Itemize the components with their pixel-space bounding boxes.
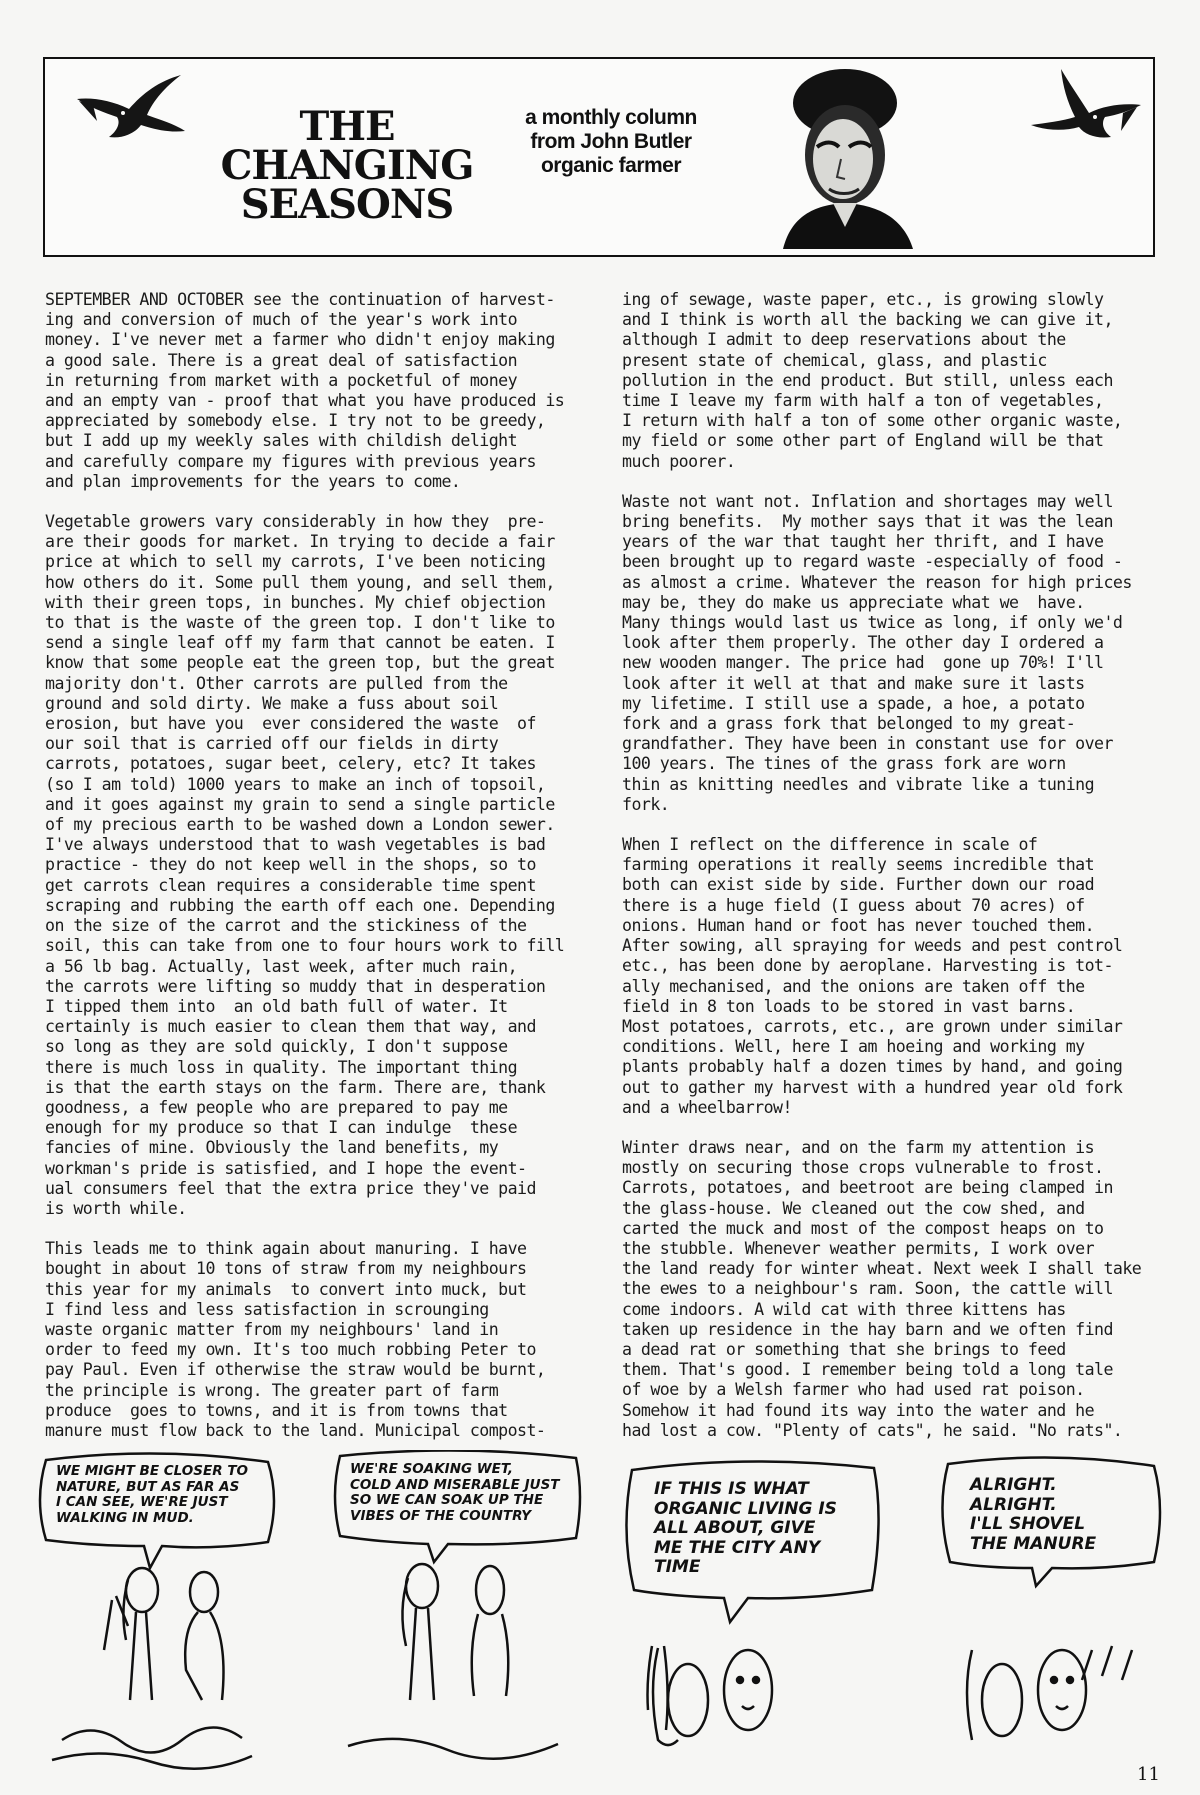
lead-in: SEPTEMBER AND OCTOBER — [45, 290, 244, 309]
title-line-1: THE — [299, 103, 395, 150]
cartoon-panel-4 — [932, 1450, 1172, 1780]
title-line-2: CHANGING — [220, 142, 474, 189]
paragraph-1-body: see the continuation of harvest- ing and conversion of much of the year's work into money. I've never met a farmer who didn't enjoy making a good sale. There is a great deal of satisfaction in returning from market with a pocketful of money and an empty van - proof that what you have produced is appreciated by somebody else. I try not to be greedy, but I add up my weekly sales with childish delight and carefully compare my figures with previous years and plan improvements for the years to come. — [45, 290, 565, 491]
paragraph-2: Vegetable growers vary considerably in how they pre- are their goods for market. In trying to decide a fair price at which to sell my carrots, I've been noticing how others do it. Some pull them young, and sell them, with their green tops, in bunches. My chief objection to that is the waste of the green top. I don't like to send a single leaf off my farm that cannot be eaten. I know that some people eat the green top, but the great majority don't. Other carrots are pulled from the ground and sold dirty. We make a fuss about soil erosion, but have you ever considered the waste of our soil that is carried off our fields in dirty carrots, potatoes, sugar beet, celery, etc? It takes (so I am told) 1000 years to make an inch of topsoil, and it goes against my grain to send a single particle of my precious earth to be washed down a London sewer. I've always understood that to wash vegetables is bad practice - they do not keep well in the shops, so to get carrots clean requires a considerable time spent scraping and rubbing the earth off each one. Depending on the size of the carrot and the stickiness of the soil, this can take from one to four hours work to fill a 56 lb bag. Actually, last week, after much rain, the carrots were lifting so muddy that in desperation I tipped them into an old bath full of water. It certainly is much easier to clean them that way, and so long as they are sold quickly, I don't suppose there is much loss in quality. The important thing is that the earth stays on the farm. There are, thank goodness, a few people who are prepared to pay me enough for my produce so that I can indulge these fancies of mine. Obviously the land benefits, my workman's pride is satisfied, and I hope the event- ual consumers feel that the extra price they've paid is worth while. — [45, 512, 565, 1218]
byline-line-3: organic farmer — [540, 154, 682, 177]
cartoon-panel-2 — [328, 1450, 588, 1780]
paragraph-6: When I reflect on the difference in scale of farming operations it really seems incredible that both can exist side by side. Further down our road there is a huge field (I guess about 70 acres) of onions. Human hand or foot has never touched them. After sowing, all spraying for weeds and pest control etc., has been done by aeroplane. Harvesting is tot- ally mechanised, and the onions are taken off the field in 8 ton loads to be stored in vast barns. Most potatoes, carrots, etc., are grown under similar conditions. Well, here I am hoeing and working my plants probably half a dozen times by hand, and going out to gather my harvest with a hundred year old fork and a wheelbarrow! — [622, 835, 1123, 1117]
paragraph-7: Winter draws near, and on the farm my attention is mostly on securing those crops vulnerable to frost. Carrots, potatoes, and beetroot are being clamped in the glass-house. We cleaned out the cow shed, and carted the muck and most of the compost heaps on to the stubble. Whenever weather permits, I work over the land ready for winter wheat. Next week I shall take the ewes to a neighbour's ram. Soon, the cattle will come indoors. A wild cat with three kittens has taken up residence in the hay barn and we often find a dead rat or something that she brings to feed them. That's good. I remember being told a long tale of woe by a Welsh farmer who had used rat poison. Somehow it had found its way into the water and he had lost a cow. "Plenty of cats", he said. "No rats". — [622, 1137, 1142, 1440]
page-number: 11 — [1137, 1764, 1160, 1785]
paragraph-5: Waste not want not. Inflation and shortages may well bring benefits. My mother says that it was the lean years of the war that taught her thrift, and I have been brought up to regard waste -especially of food - as almost a crime. Whatever the reason for high prices may be, they do make us appreciate what we have. Many things would last us twice as long, if only we'd look after them properly. The other day I ordered a new wooden manger. The price had gone up 70%! I'll look after it well at that and make sure it lasts my lifetime. I still use a spade, a hoe, a potato fork and a grass fork that belonged to my great- grandfather. They have been in constant use for over 100 years. The tines of the grass fork are worn thin as knitting needles and vibrate like a tuning fork. — [622, 491, 1132, 814]
speech-bubble-1: WE MIGHT BE CLOSER TO NATURE, BUT AS FAR AS I CAN SEE, WE'RE JUST WALKING IN MUD. — [56, 1463, 248, 1526]
byline-line-2: from John Butler — [530, 130, 692, 153]
paragraph-1 — [45, 290, 605, 492]
speech-bubble-3: IF THIS IS WHAT ORGANIC LIVING IS ALL ABOUT, GIVE ME THE CITY ANY TIME — [654, 1479, 837, 1578]
article-column-left — [45, 290, 605, 1461]
speech-bubble-2: WE'RE SOAKING WET, COLD AND MISERABLE JUST SO WE CAN SOAK UP THE VIBES OF THE COUNTRY — [350, 1461, 560, 1524]
column-header — [43, 57, 1155, 257]
byline — [491, 106, 731, 178]
speech-bubble-4: ALRIGHT. ALRIGHT. I'LL SHOVEL THE MANURE — [970, 1475, 1097, 1554]
paragraph-3: This leads me to think again about manuring. I have bought in about 10 tons of straw from my neighbours this year for my animals to convert into muck, but I find less and less satisfaction in scrounging waste organic matter from my neighbours' land in order to feed my own. It's too much robbing Peter to pay Paul. Even if otherwise the straw would be burnt, the principle is wrong. The greater part of farm produce goes to towns, and it is from towns that manure must flow back to the land. Municipal compost- — [45, 1239, 546, 1440]
swallow-left-icon — [73, 71, 193, 146]
cartoon-panel-3 — [618, 1450, 888, 1780]
swallow-right-icon — [1025, 65, 1145, 145]
paragraph-4: ing of sewage, waste paper, etc., is growing slowly and I think is worth all the backing we can give it, although I admit to deep reservations about the present state of chemical, glass, and plastic pollution in the end product. But still, unless each time I leave my farm with half a ton of vegetables, I return with half a ton of some other organic waste, my field or some other part of England will be that much poorer. — [622, 290, 1123, 471]
cartoon-panel-1 — [32, 1450, 282, 1780]
byline-line-1: a monthly column — [525, 106, 697, 129]
column-title — [197, 103, 497, 228]
title-line-3: SEASONS — [240, 181, 454, 228]
author-portrait — [773, 67, 923, 249]
article-column-right — [622, 290, 1182, 1461]
